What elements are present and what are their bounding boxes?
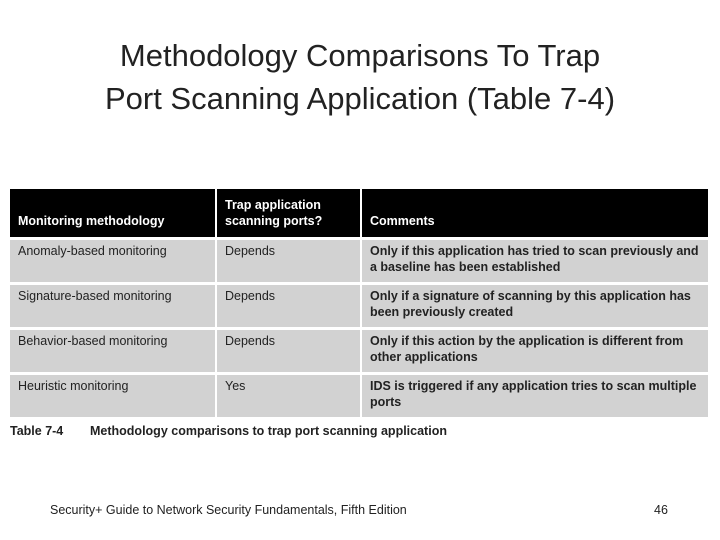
cell-trap: Depends xyxy=(217,240,360,282)
cell-methodology: Signature-based monitoring xyxy=(10,285,215,327)
cell-methodology: Behavior-based monitoring xyxy=(10,330,215,372)
cell-comment: Only if this application has tried to scan previously and a baseline has been established xyxy=(362,240,708,282)
table-row xyxy=(10,375,708,417)
cell-methodology: Heuristic monitoring xyxy=(10,375,215,417)
table-row xyxy=(10,240,708,282)
cell-comment: IDS is triggered if any application tries to scan multiple ports xyxy=(362,375,708,417)
column-header-methodology: Monitoring methodology xyxy=(10,189,215,237)
table-caption-number: Table 7-4 xyxy=(10,424,64,438)
footer-source: Security+ Guide to Network Security Fundamentals, Fifth Edition xyxy=(50,503,407,517)
slide-title-line-2: Port Scanning Application (Table 7-4) xyxy=(104,81,616,116)
slide-title xyxy=(0,34,720,120)
table-caption xyxy=(8,424,708,438)
cell-trap: Depends xyxy=(217,285,360,327)
table-figure xyxy=(8,186,708,438)
page-number: 46 xyxy=(654,503,668,517)
cell-trap: Yes xyxy=(217,375,360,417)
table-row xyxy=(10,285,708,327)
table-row xyxy=(10,330,708,372)
cell-comment: Only if a signature of scanning by this application has been previously created xyxy=(362,285,708,327)
cell-methodology: Anomaly-based monitoring xyxy=(10,240,215,282)
table-header-row xyxy=(10,189,708,237)
slide-title-line-1: Methodology Comparisons To Trap xyxy=(119,38,601,73)
cell-comment: Only if this action by the application is different from other applications xyxy=(362,330,708,372)
cell-trap: Depends xyxy=(217,330,360,372)
table-caption-text: Methodology comparisons to trap port scanning application xyxy=(90,424,447,438)
column-header-trap: Trap application scanning ports? xyxy=(217,189,360,237)
methodology-table xyxy=(8,186,710,420)
column-header-comments: Comments xyxy=(362,189,708,237)
